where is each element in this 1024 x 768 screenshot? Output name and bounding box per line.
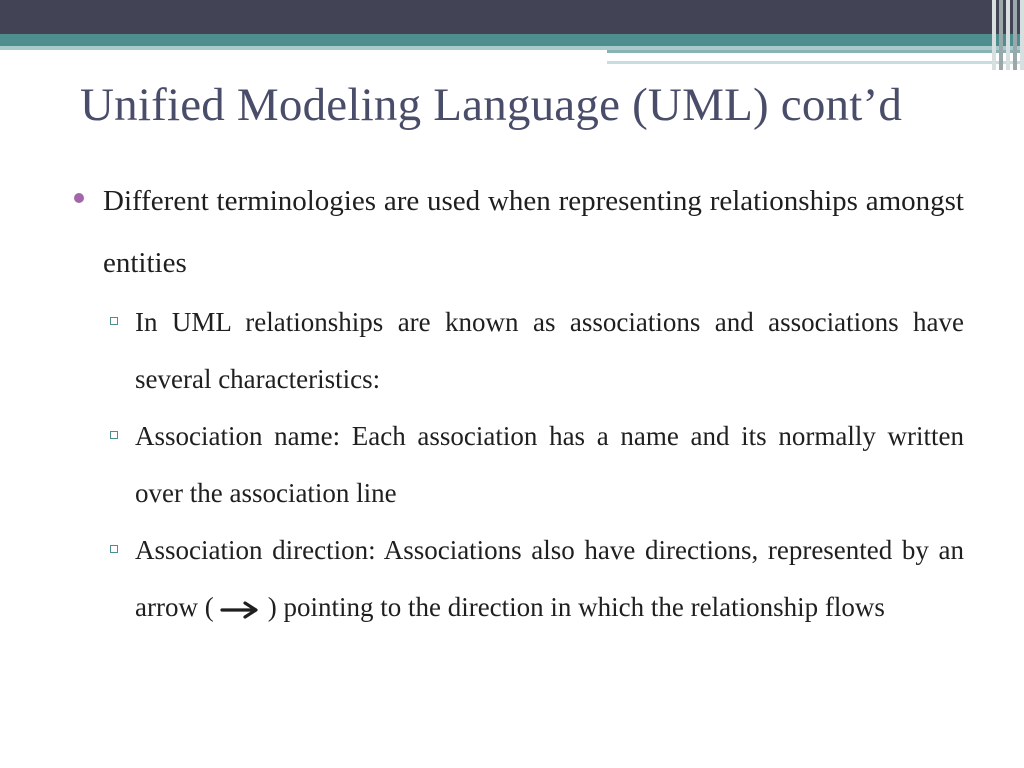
header-vertical-bars xyxy=(990,0,1024,70)
square-bullet-icon xyxy=(110,317,118,325)
sub-bullet-text-start: Association direction: Associations also have directions, represented by an arrow ( xyxy=(135,535,964,622)
sub-bullet-item xyxy=(74,294,964,408)
header-teal-band xyxy=(0,34,1024,46)
right-arrow-icon xyxy=(220,600,262,620)
sub-bullet-text: In UML relationships are known as associations and associations have several characteristics: xyxy=(135,307,964,394)
bullet-item xyxy=(74,170,964,294)
slide-body xyxy=(74,170,964,636)
sub-bullet-item xyxy=(74,522,964,636)
header-step-decoration-lower xyxy=(607,61,1024,64)
header-dark-band xyxy=(0,0,1024,34)
bullet-dot-icon xyxy=(74,193,84,203)
bullet-text: Different terminologies are used when representing relationships amongst entities xyxy=(103,185,964,279)
sub-bullet-item xyxy=(74,408,964,522)
square-bullet-icon xyxy=(110,545,118,553)
header-step-decoration xyxy=(607,50,1024,61)
slide-title: Unified Modeling Language (UML) cont’d xyxy=(80,79,903,131)
square-bullet-icon xyxy=(110,431,118,439)
sub-bullet-text: Association name: Each association has a name and its normally written over the association line xyxy=(135,421,964,508)
sub-bullet-text-end: ) pointing to the direction in which the relationship flows xyxy=(267,592,885,622)
